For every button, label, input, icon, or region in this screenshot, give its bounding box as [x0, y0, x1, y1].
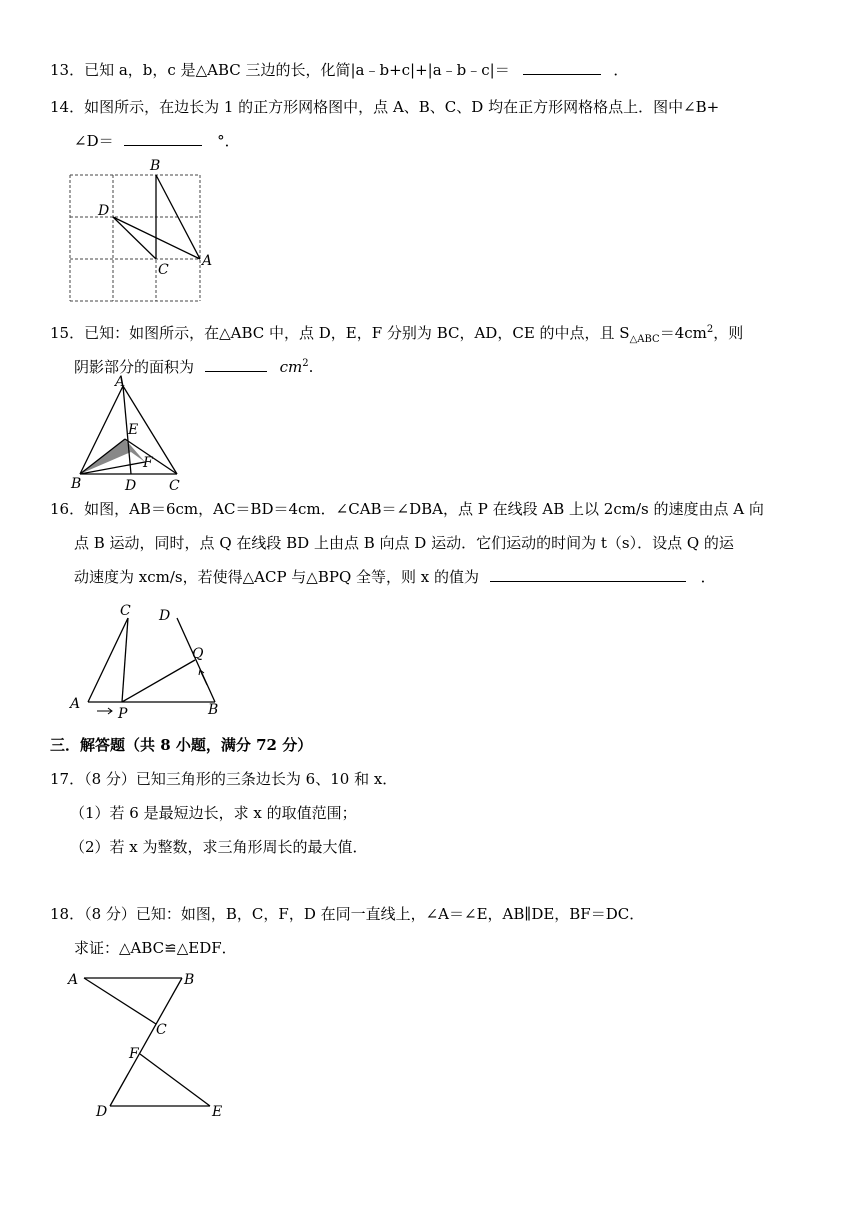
label-q: Q	[192, 646, 204, 662]
label-a: A	[202, 253, 213, 269]
question-number: 15．	[50, 324, 85, 342]
answer-blank[interactable]	[205, 357, 267, 372]
question-text: 动速度为 xcm/s，若使得△ACP 与△BPQ 全等，则 x 的值为	[74, 568, 480, 586]
question-16-line2	[74, 533, 734, 553]
label-a: A	[70, 696, 81, 712]
question-text: （8 分）已知三角形的三条边长为 6、10 和 x．	[84, 770, 398, 788]
label-c: C	[120, 603, 131, 619]
question-number: 16．	[50, 500, 85, 518]
answer-blank[interactable]	[124, 131, 202, 146]
question-14-line1	[50, 97, 719, 117]
question-number: 14．	[50, 98, 85, 116]
question-text: ，则	[713, 324, 744, 342]
superscript: 2	[302, 358, 309, 369]
area-subscript: △ABC	[629, 334, 660, 345]
q16-figure	[65, 598, 235, 724]
question-17	[50, 769, 397, 789]
question-number: 18．	[50, 905, 85, 923]
answer-blank[interactable]	[523, 60, 601, 75]
label-c: C	[156, 1022, 167, 1038]
label-a: A	[68, 972, 79, 988]
question-end: ．	[613, 61, 629, 79]
q18-figure	[62, 962, 232, 1122]
label-b: B	[208, 702, 219, 718]
figure-lines	[84, 978, 210, 1106]
question-18	[50, 904, 644, 924]
section-3-title: 三．解答题（共 8 小题，满分 72 分）	[50, 736, 313, 754]
question-text: 点 B 运动，同时，点 Q 在线段 BD 上由点 B 向点 D 运动．它们运动的时间为 t（s）．设点 Q 的运	[74, 534, 734, 552]
q14-grid-figure	[60, 155, 220, 305]
question-number: 17．	[50, 770, 85, 788]
question-text: 如图所示，在边长为 1 的正方形网格图中，点 A、B、C、D 均在正方形网格格点上．图中∠B+	[84, 98, 720, 116]
label-b: B	[184, 972, 195, 988]
question-end: .	[308, 358, 314, 376]
answer-blank[interactable]	[490, 567, 686, 582]
label-b: B	[150, 158, 161, 174]
question-number: 13．	[50, 61, 85, 79]
motion-arrows	[97, 670, 207, 714]
superscript: 2	[706, 324, 714, 335]
question-text: 已知 a，b，c 是△ABC 三边的长，化简|a﹣b+c|+|a﹣b﹣c|＝	[84, 61, 510, 79]
question-end: °．	[217, 132, 240, 150]
label-d: D	[125, 478, 137, 494]
unit: cm	[279, 358, 303, 376]
question-18-line2: 求证：△ABC≌△EDF．	[74, 939, 237, 957]
question-16-line1	[50, 499, 764, 519]
label-c: C	[158, 262, 169, 278]
label-d: D	[98, 203, 110, 219]
label-b: B	[71, 476, 82, 492]
label-d: D	[159, 608, 171, 624]
question-text: （8 分）已知：如图，B，C，F，D 在同一直线上，∠A＝∠E，AB∥DE，BF＝DC．	[84, 905, 645, 923]
question-17-sub2: （2）若 x 为整数，求三角形周长的最大值．	[70, 838, 368, 856]
question-14-line2	[74, 131, 240, 151]
label-d: D	[96, 1104, 108, 1120]
label-p: P	[118, 706, 128, 722]
label-e: E	[128, 422, 139, 438]
question-text: 已知：如图所示，在△ABC 中，点 D，E，F 分别为 BC，AD，CE 的中点，且 S	[84, 324, 630, 342]
label-e: E	[212, 1104, 223, 1120]
label-c: C	[169, 478, 180, 494]
label-a: A	[115, 374, 126, 390]
label-f: F	[143, 455, 153, 471]
question-text: ∠D＝	[74, 132, 114, 150]
question-16-line3	[74, 567, 716, 587]
q15-triangle-figure	[65, 374, 195, 496]
question-text: 如图，AB＝6cm，AC＝BD＝4cm．∠CAB＝∠DBA，点 P 在线段 AB 上以 2cm/s 的速度由点 A 向	[84, 500, 764, 518]
question-13	[50, 60, 628, 80]
label-f: F	[129, 1046, 139, 1062]
question-17-sub1: （1）若 6 是最短边长，求 x 的取值范围；	[70, 804, 357, 822]
question-end: ．	[700, 568, 716, 586]
question-text: 阴影部分的面积为	[74, 358, 195, 376]
question-15-line1	[50, 320, 743, 350]
question-text: ＝4cm	[659, 324, 707, 342]
